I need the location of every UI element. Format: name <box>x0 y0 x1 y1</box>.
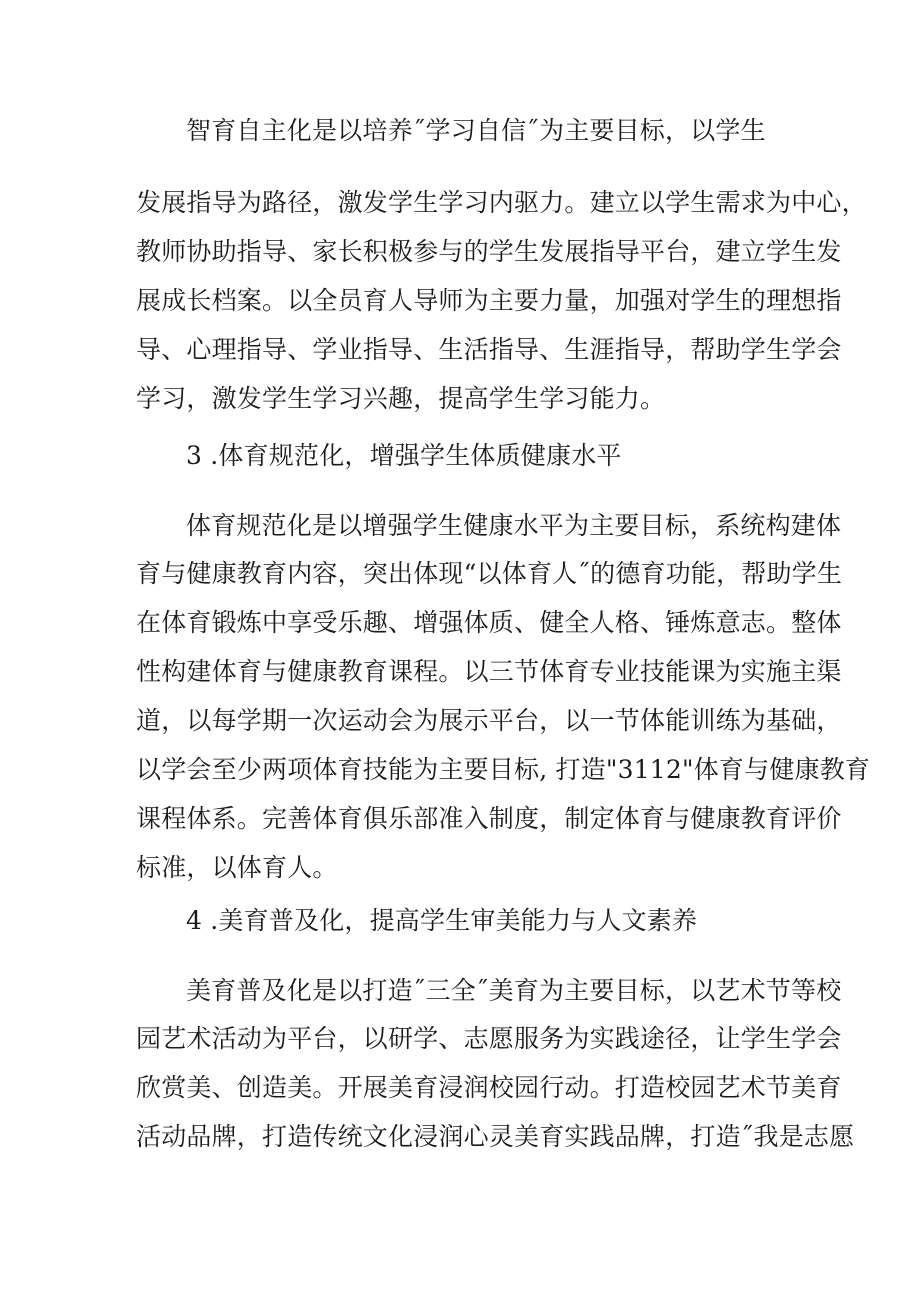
paragraph-line: 教师协助指导、家长积极参与的学生发展指导平台，建立学生发 <box>136 237 842 266</box>
paragraph-line: 展成长档案。以全员育人导师为主要力量，加强对学生的理想指 <box>136 286 842 315</box>
paragraph-line: 性构建体育与健康教育课程。以三节体育专业技能课为实施主渠 <box>136 657 842 686</box>
paragraph-line: 学习，激发学生学习兴趣，提高学生学习能力。 <box>136 384 666 413</box>
paragraph-line: 体育规范化是以增强学生健康水平为主要目标，系统构建体 <box>186 511 842 540</box>
paragraph-line: 道，以每学期一次运动会为展示平台，以一节体能训练为基础， <box>136 706 842 735</box>
paragraph-line: 标准，以体育人。 <box>136 853 338 882</box>
paragraph-line: 欣赏美、创造美。开展美育浸润校园行动。打造校园艺术节美育 <box>136 1073 842 1102</box>
paragraph-line: 美育普及化是以打造˝三全˝美育为主要目标，以艺术节等校 <box>186 976 842 1005</box>
paragraph-line: 课程体系。完善体育俱乐部准入制度，制定体育与健康教育评价 <box>136 804 842 833</box>
paragraph-line: 园艺术活动为平台，以研学、志愿服务为实践途径，让学生学会 <box>136 1024 842 1053</box>
paragraph-line: 导、心理指导、学业指导、生活指导、生涯指导，帮助学生学会 <box>136 335 842 364</box>
section-heading: 4 .美育普及化，提高学生审美能力与人文素养 <box>186 906 698 935</box>
paragraph-line: 在体育锻炼中享受乐趣、增强体质、健全人格、锤炼意志。整体 <box>136 608 842 637</box>
paragraph-line: 育与健康教育内容，突出体现“以体育人˝的德育功能，帮助学生 <box>136 559 843 588</box>
paragraph-line: 发展指导为路径，激发学生学习内驱力。建立以学生需求为中心， <box>136 188 867 217</box>
paragraph-line: 智育自主化是以培养˝学习自信˝为主要目标，以学生 <box>186 116 766 145</box>
paragraph-line: 活动品牌，打造传统文化浸润心灵美育实践品牌，打造˝我是志愿 <box>136 1122 855 1151</box>
paragraph-line: 以学会至少两项体育技能为主要目标, 打造"3112"体育与健康教育 <box>136 755 871 784</box>
section-heading: 3 .体育规范化，增强学生体质健康水平 <box>186 441 622 470</box>
